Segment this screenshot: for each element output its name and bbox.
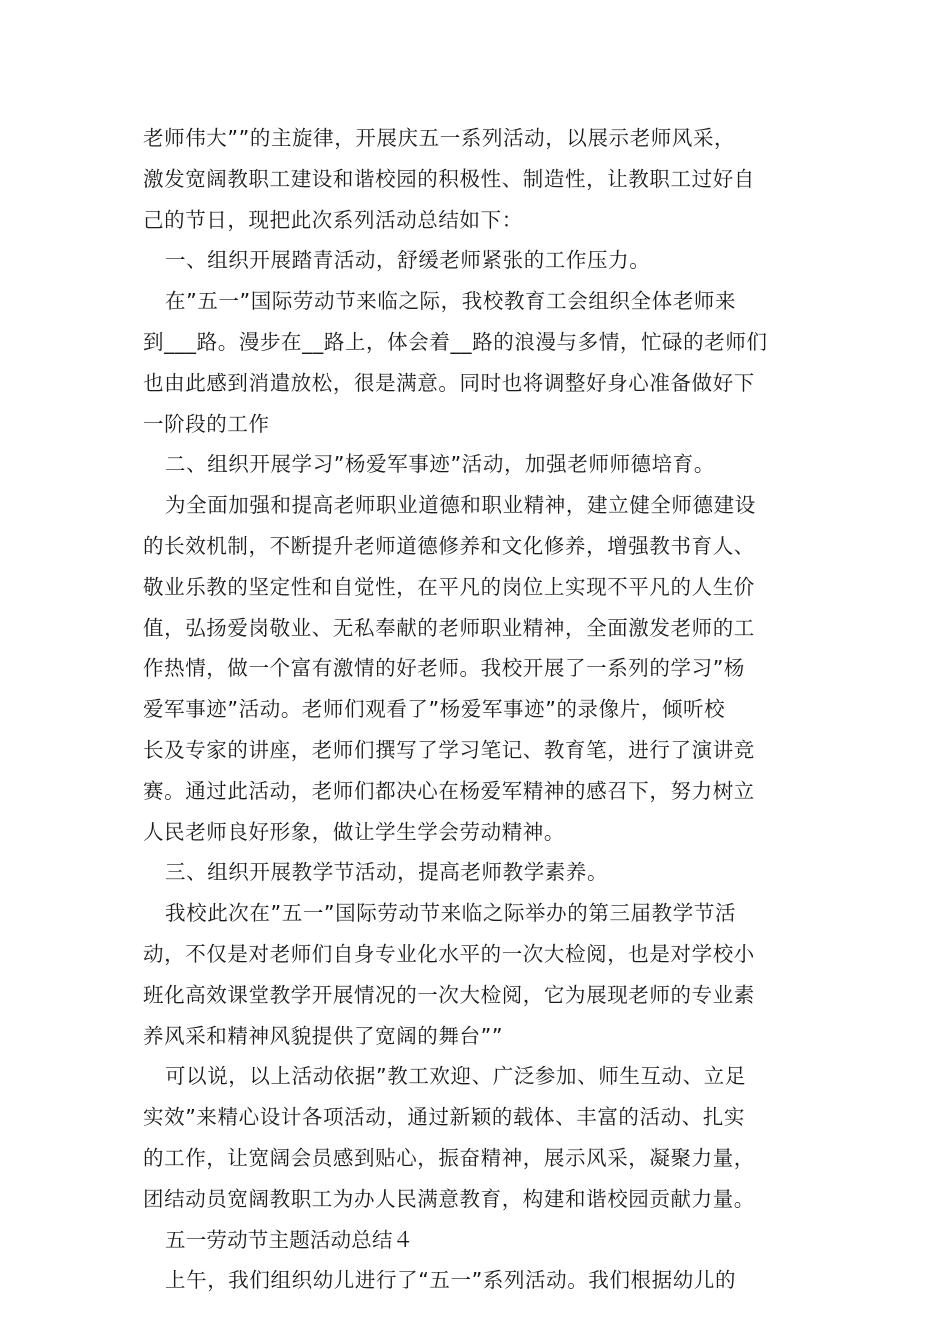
text-line: 激发宽阔教职工建设和谐校园的积极性、制造性，让教职工过好自: [143, 166, 755, 191]
text-line: 可以说，以上活动依据”教工欢迎、广泛参加、师生互动、立足: [165, 1064, 746, 1089]
text-line: 我校此次在”五一”国际劳动节来临之际举办的第三届教学节活: [165, 901, 737, 926]
text-line: 赛。通过此活动，老师们都决心在杨爱军精神的感召下，努力树立: [143, 778, 755, 803]
text-line: 爱军事迹”活动。老师们观看了”杨爱军事迹”的录像片，倾听校: [143, 697, 726, 722]
document-body: [143, 118, 807, 1301]
text-line: 上午，我们组织幼儿进行了“五一”系列活动。我们根据幼儿的: [165, 1268, 737, 1293]
section-heading-1: 一、组织开展踏青活动，舒缓老师紧张的工作压力。: [165, 248, 651, 273]
section-heading-3: 三、组织开展教学节活动，提高老师教学素养。: [165, 860, 609, 885]
text-line: 长及专家的讲座，老师们撰写了学习笔记、教育笔，进行了演讲竞: [143, 737, 755, 762]
text-line: 动，不仅是对老师们自身专业化水平的一次大检阅，也是对学校小: [143, 941, 755, 966]
text-line: 作热情，做一个富有激情的好老师。我校开展了一系列的学习”杨: [143, 656, 746, 681]
text-line: 团结动员宽阔教职工为办人民满意教育，构建和谐校园贡献力量。: [143, 1186, 755, 1211]
text-line: 为全面加强和提高老师职业道德和职业精神，建立健全师德建设: [165, 493, 756, 518]
text-line: 一阶段的工作: [143, 411, 270, 436]
text-line: 敬业乐教的坚定性和自觉性，在平凡的岗位上实现不平凡的人生价: [143, 574, 755, 599]
text-line: 在”五一”国际劳动节来临之际，我校教育工会组织全体老师来: [165, 289, 737, 314]
text-line: 班化高效课堂教学开展情况的一次大检阅，它为展现老师的专业素: [143, 982, 755, 1007]
text-line: 的长效机制，不断提升老师道德修养和文化修养，增强教书育人、: [143, 533, 755, 558]
section-title: 五一劳动节主题活动总结４: [165, 1227, 414, 1252]
text-line: 己的节日，现把此次系列活动总结如下：: [143, 207, 523, 232]
text-line: 到___路。漫步在__路上，体会着__路的浪漫与多情，忙碌的老师们: [143, 329, 768, 354]
text-line: 值，弘扬爱岗敬业、无私奉献的老师职业精神，全面激发老师的工: [143, 615, 755, 640]
text-line: 也由此感到消遣放松，很是满意。同时也将调整好身心准备做好下: [143, 370, 755, 395]
text-line: 实效”来精心设计各项活动，通过新颖的载体、丰富的活动、扎实: [143, 1105, 746, 1130]
section-heading-2: 二、组织开展学习”杨爱军事迹”活动，加强老师师德培育。: [165, 452, 715, 477]
text-line: 人民老师良好形象，做让学生学会劳动精神。: [143, 819, 565, 844]
text-line: 养风采和精神风貌提供了宽阔的舞台””: [143, 1023, 504, 1048]
text-line: 老师伟大””的主旋律，开展庆五一系列活动，以展示老师风采，: [143, 126, 736, 150]
text-line: 的工作，让宽阔会员感到贴心，振奋精神，展示风采，凝聚力量，: [143, 1145, 755, 1170]
